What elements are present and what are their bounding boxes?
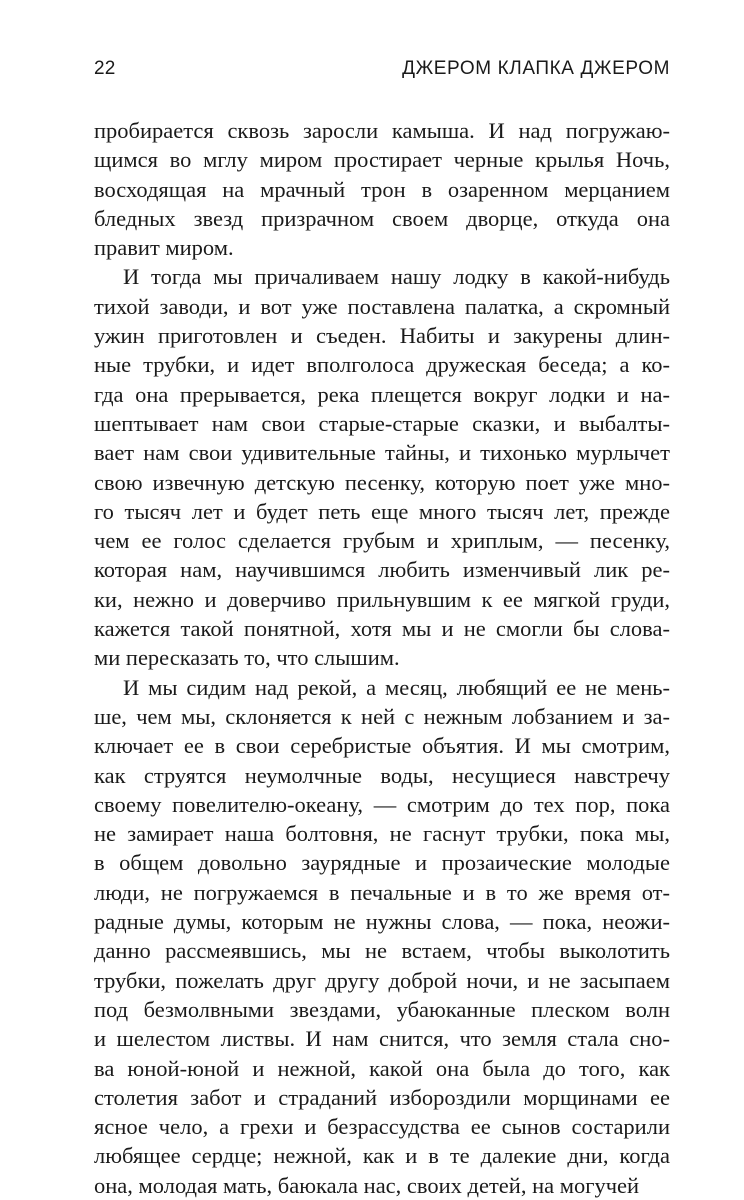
text-line: в общем довольно заурядные и прозаические молодые bbox=[94, 850, 670, 876]
text-line: столетия забот и страданий избороздили морщинами ее bbox=[94, 1084, 670, 1110]
text-line: трубки, пожелать друг другу доброй ночи, и не засыпаем bbox=[94, 967, 670, 993]
text-line: пробирается сквозь заросли камыша. И над погружаю- bbox=[94, 118, 670, 143]
text-line: кажется такой понятной, хотя мы и не смогли бы слова- bbox=[94, 616, 670, 642]
text-line: ужин приготовлен и съеден. Набиты и закурены длин- bbox=[94, 323, 670, 349]
text-line: своему повелителю-океану, — смотрим до тех пор, пока bbox=[94, 791, 670, 817]
text-line: го тысяч лет и будет петь еще много тысяч лет, прежде bbox=[94, 498, 670, 524]
text-line: она, молодая мать, баюкала нас, своих детей, на могучей bbox=[94, 1172, 640, 1198]
text-line: люди, не погружаемся в печальные и в то же время от- bbox=[94, 879, 670, 905]
text-line: под безмолвными звездами, убаюканные плеском волн bbox=[94, 996, 670, 1022]
text-line: которая нам, научившимся любить изменчивый лик ре- bbox=[94, 557, 670, 583]
text-line: и шелестом листвы. И нам снится, что земля стала сно- bbox=[94, 1026, 670, 1052]
text-line: ки, нежно и доверчиво прильнувшим к ее мягкой груди, bbox=[94, 586, 670, 612]
running-head bbox=[94, 58, 670, 88]
text-line: ные трубки, и идет вполголоса дружеская беседа; а ко- bbox=[94, 352, 670, 378]
text-line: ше, чем мы, склоняется к ней с нежным лобзанием и за- bbox=[94, 703, 670, 729]
text-line: шептывает нам свои старые-старые сказки, и выбалты- bbox=[94, 410, 670, 436]
text-line: ва юной-юной и нежной, какой она была до того, как bbox=[94, 1055, 670, 1081]
body-text bbox=[94, 116, 670, 1200]
text-line: щимся во мглу миром простирает черные крылья Ночь, bbox=[94, 147, 670, 173]
text-line: тихой заводи, и вот уже поставлена палатка, а скромный bbox=[94, 293, 670, 319]
text-line: ясное чело, а грехи и безрассудства ее сынов состарили bbox=[94, 1114, 670, 1140]
text-line: свою извечную детскую песенку, которую поет уже мно- bbox=[94, 469, 670, 495]
text-line: чем ее голос сделается грубым и хриплым, — песенку, bbox=[94, 528, 670, 554]
text-line: И тогда мы причаливаем нашу лодку в какой-нибудь bbox=[123, 264, 670, 290]
text-line: не замирает наша болтовня, не гаснут трубки, пока мы, bbox=[94, 821, 670, 847]
text-line: ключает ее в свои серебристые объятия. И мы смотрим, bbox=[94, 733, 670, 759]
text-line: гда она прерывается, река плещется вокруг лодки и на- bbox=[94, 381, 670, 407]
page-number: 22 bbox=[94, 58, 116, 79]
text-line: бледных звезд призрачном своем дворце, откуда она bbox=[94, 205, 670, 231]
text-line: как струятся неумолчные воды, несущиеся навстречу bbox=[94, 762, 670, 788]
text-line: радные думы, которым не нужны слова, — пока, неожи- bbox=[94, 909, 670, 935]
text-line: вает нам свои удивительные тайны, и тихонько мурлычет bbox=[94, 440, 670, 466]
text-line: восходящая на мрачный трон в озаренном мерцанием bbox=[94, 176, 670, 202]
text-line: любящее сердце; нежной, как и в те далекие дни, когда bbox=[94, 1143, 670, 1169]
running-title: ДЖЕРОМ КЛАПКА ДЖЕРОМ bbox=[402, 58, 670, 79]
text-line: данно рассмеявшись, мы не встаем, чтобы выколотить bbox=[94, 938, 670, 964]
text-line: ми пересказать то, что слышим. bbox=[94, 645, 400, 671]
text-line: правит миром. bbox=[94, 235, 234, 261]
text-line: И мы сидим над рекой, а месяц, любящий ее не мень- bbox=[123, 674, 670, 700]
